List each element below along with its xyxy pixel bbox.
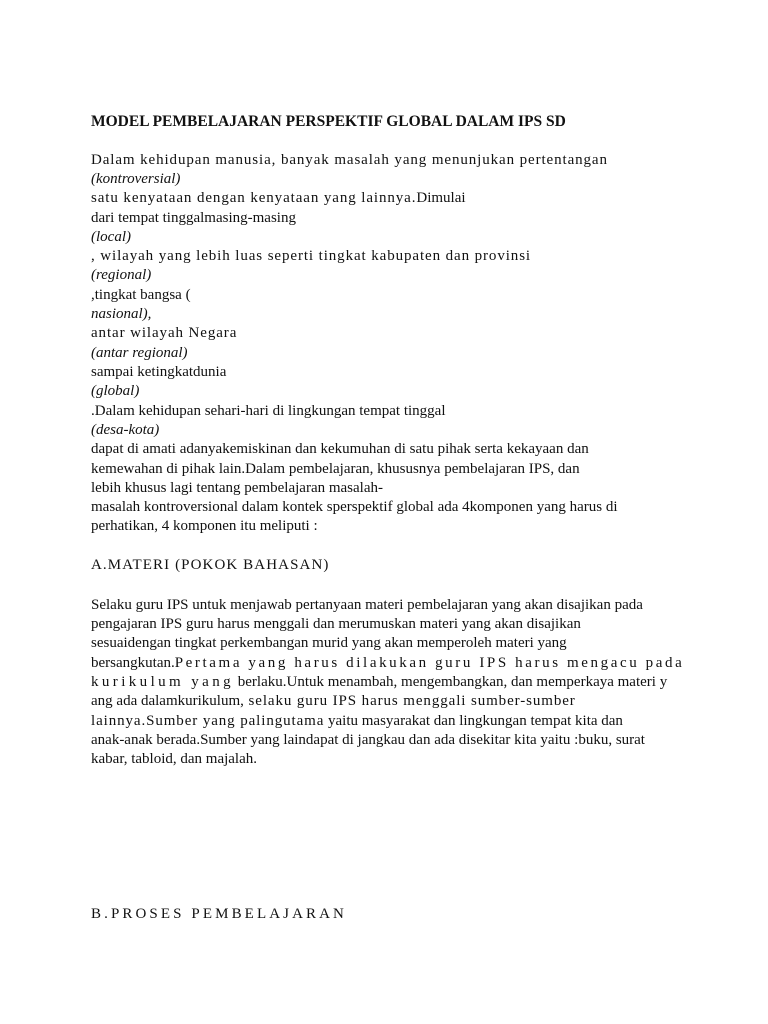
section-a-line-2: pengajaran IPS guru harus menggali dan merumuskan materi yang akan disajikan (91, 616, 581, 632)
intro-line-8: ,tingkat bangsa ( (91, 287, 191, 303)
section-a-line-5b: berlaku.Untuk menambah, mengembangkan, dan memperkaya materi y (234, 674, 668, 690)
intro-line-9: nasional), (91, 306, 152, 322)
intro-line-10: antar wilayah Negara (91, 325, 238, 341)
intro-line-6: , wilayah yang lebih luas seperti tingkat kabupaten dan provinsi (91, 248, 532, 264)
section-a-line-8: anak-anak berada.Sumber yang laindapat di jangkau dan ada disekitar kita yaitu :buku, surat (91, 732, 645, 748)
intro-line-1: Dalam kehidupan manusia, banyak masalah yang menunjukan pertentangan (91, 152, 608, 168)
section-a-line-5 (91, 673, 667, 692)
section-a-line-5a: kurikulum yang (91, 674, 235, 690)
intro-line-16: dapat di amati adanyakemiskinan dan kekumuhan di satu pihak serta kekayaan dan (91, 441, 589, 457)
intro-line-17: kemewahan di pihak lain.Dalam pembelajaran, khususnya pembelajaran IPS, dan (91, 461, 580, 477)
section-a-line-9: kabar, tabloid, dan majalah. (91, 751, 258, 767)
document-title: MODEL PEMBELAJARAN PERSPEKTIF GLOBAL DALAM IPS SD (91, 113, 566, 130)
intro-line-15: (desa-kota) (91, 422, 160, 438)
section-a-line-1: Selaku guru IPS untuk menjawab pertanyaan materi pembelajaran yang akan disajikan pada (91, 597, 643, 613)
intro-line-3b: Dimulai (416, 190, 466, 206)
intro-line-12: sampai ketingkatdunia (91, 364, 227, 380)
intro-line-7: (regional) (91, 267, 152, 283)
intro-line-3 (91, 189, 466, 208)
intro-line-5: (local) (91, 229, 131, 245)
section-a-line-3: sesuaidengan tingkat perkembangan murid yang akan memperoleh materi yang (91, 635, 567, 651)
section-a-line-7a: lainnya.Sumber yang palingutama (91, 713, 325, 729)
section-a-line-6b: selaku guru IPS harus menggali sumber-sumber (243, 693, 576, 709)
section-a-line-6a: ang ada dalamkurikulum, (91, 693, 244, 709)
intro-line-20: perhatikan, 4 komponen itu meliputi : (91, 518, 318, 534)
intro-line-2: (kontroversial) (91, 171, 181, 187)
section-a-line-7b: yaitu masyarakat dan lingkungan tempat kita dan (324, 713, 623, 729)
section-a-line-4b: Pertama yang harus dilakukan guru IPS harus mengacu pada (174, 655, 685, 671)
intro-line-19: masalah kontroversional dalam kontek sperspektif global ada 4komponen yang harus di (91, 499, 618, 515)
section-a-line-4a: bersangkutan. (91, 655, 175, 671)
section-a-line-7 (91, 712, 623, 731)
section-b-heading: B.PROSES PEMBELAJARAN (91, 906, 347, 922)
intro-line-13: (global) (91, 383, 140, 399)
section-a-line-6 (91, 692, 576, 711)
intro-line-14: .Dalam kehidupan sehari-hari di lingkungan tempat tinggal (91, 403, 446, 419)
section-a-heading: A.MATERI (POKOK BAHASAN) (91, 557, 330, 573)
intro-line-3a: satu kenyataan dengan kenyataan yang lainnya. (91, 190, 417, 206)
intro-line-4: dari tempat tinggalmasing-masing (91, 210, 296, 226)
section-a-line-4 (91, 654, 684, 673)
intro-line-11: (antar regional) (91, 345, 188, 361)
intro-line-18: lebih khusus lagi tentang pembelajaran masalah- (91, 480, 383, 496)
